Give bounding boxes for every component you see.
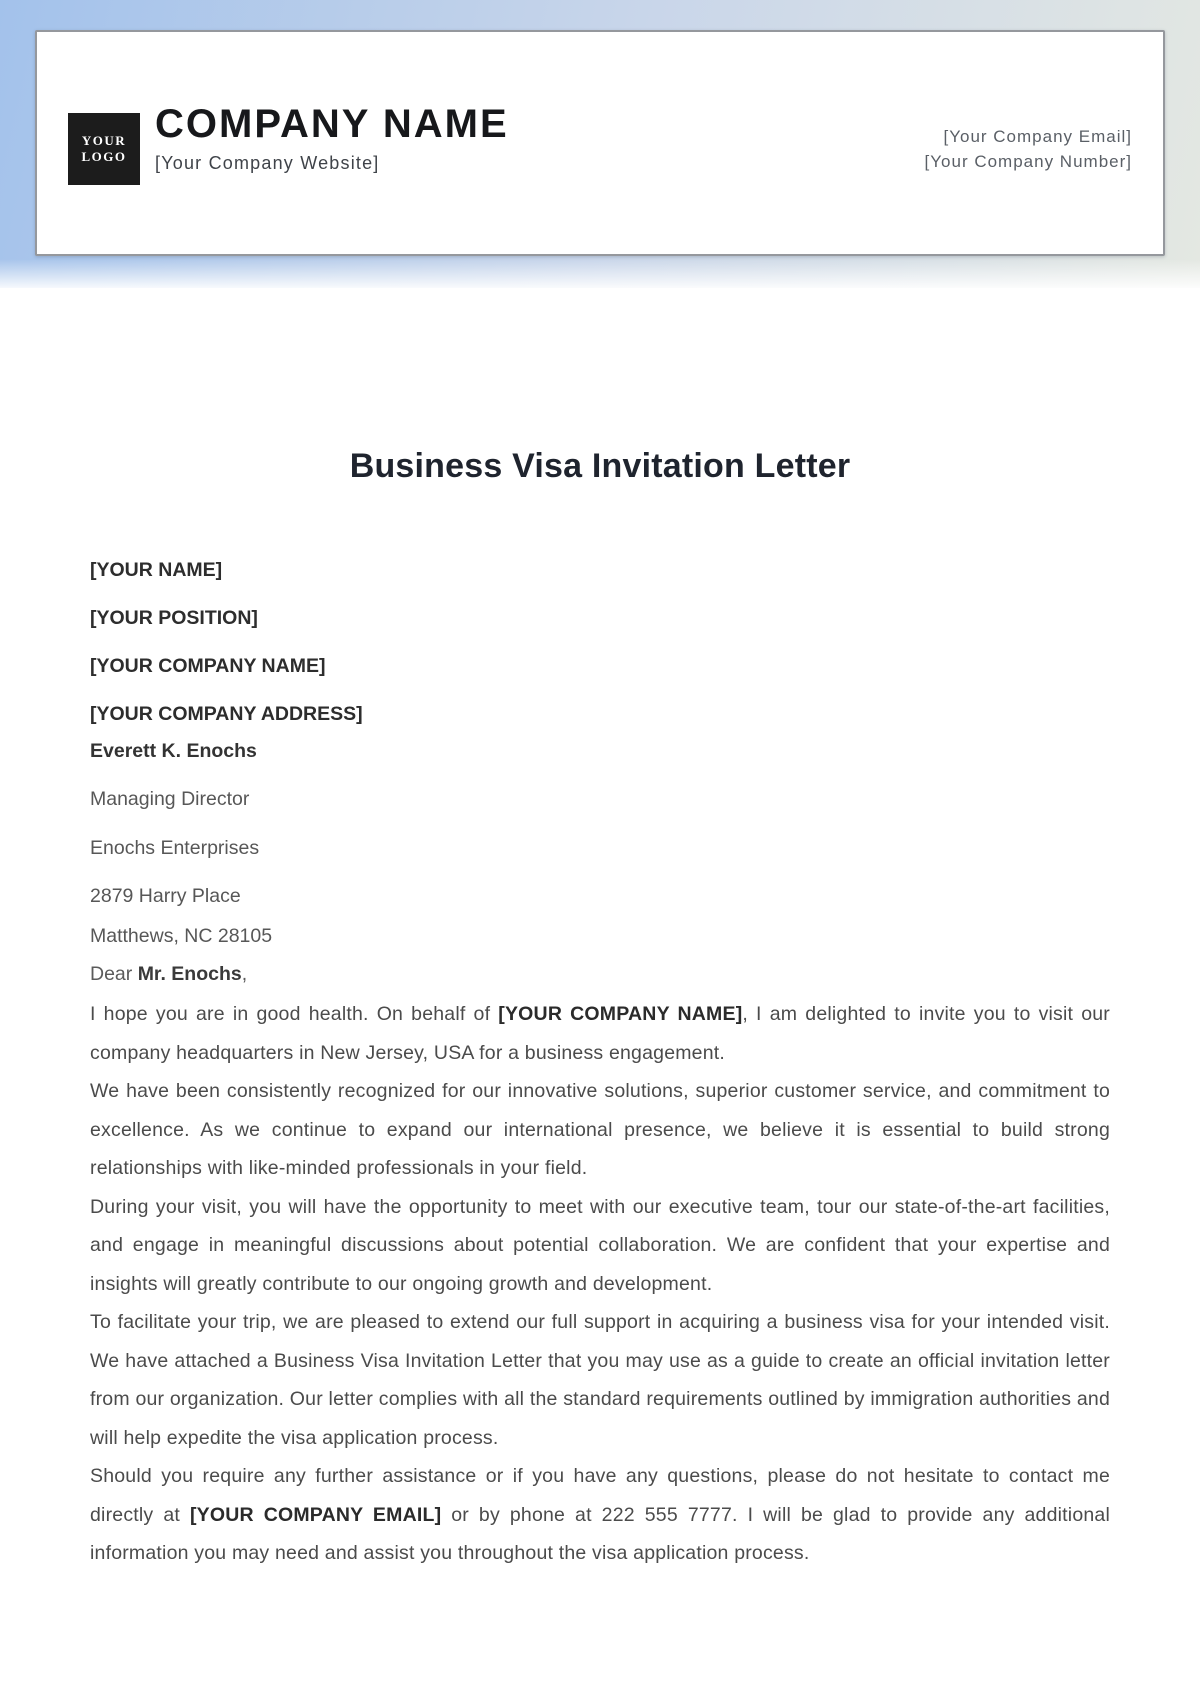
paragraph-2: We have been consistently recognized for our innovative solutions, superior customer service, and commitment to excellence. As we continue to expand our international presence, we believe it is essential to build strong relationships with like-minded professionals in your field.	[90, 1080, 1110, 1179]
paragraph-1: I hope you are in good health. On behalf of [YOUR COMPANY NAME], I am delighted to invite you to visit our company headquarters in New Jersey, USA for a business engagement.	[90, 1003, 1110, 1064]
letter-title: Business Visa Invitation Letter	[349, 447, 851, 485]
company-number: [Your Company Number]	[924, 152, 1132, 171]
recipient-address-line2: Matthews, NC 28105	[90, 925, 273, 947]
recipient-company: Enochs Enterprises	[90, 837, 260, 859]
header-band	[0, 0, 1200, 288]
paragraph-5: Should you require any further assistance or if you have any questions, please do not hesitate to contact me directly at [YOUR COMPANY EMAIL] or by phone at 222 555 7777. I will be glad to provide any additional information you may need and assist you throughout the visa application process.	[90, 1465, 1110, 1564]
salutation: Dear Mr. Enochs,	[90, 963, 248, 985]
brand-block	[155, 102, 509, 174]
placeholder-your-position: [YOUR POSITION]	[90, 607, 258, 629]
recipient-address-line1: 2879 Harry Place	[90, 885, 241, 907]
placeholder-your-name: [YOUR NAME]	[90, 559, 223, 581]
letter-paragraphs	[90, 995, 1110, 1573]
company-name: COMPANY NAME	[155, 102, 509, 146]
logo-text-line2: LOGO	[81, 149, 127, 164]
placeholder-your-company-name: [YOUR COMPANY NAME]	[90, 655, 326, 677]
contact-block	[925, 124, 1132, 174]
recipient-name: Everett K. Enochs	[90, 740, 257, 762]
address-block	[90, 560, 1110, 984]
paragraph-4: To facilitate your trip, we are pleased to extend our full support in acquiring a business visa for your intended visit. We have attached a Business Visa Invitation Letter that you may use as a guide to create an official invitation letter from our organization. Our letter complies with all the standard requirements outlined by immigration authorities and will help expedite the visa application process.	[90, 1311, 1110, 1449]
logo-text-line1: YOUR	[81, 133, 127, 148]
letter-body	[0, 446, 1200, 1573]
paragraph-3: During your visit, you will have the opportunity to meet with our executive team, tour our state-of-the-art facilities, and engage in meaningful discussions about potential collaboration. We are confident that your expertise and insights will greatly contribute to our ongoing growth and development.	[90, 1195, 1110, 1295]
recipient-position: Managing Director	[90, 788, 250, 810]
company-website: [Your Company Website]	[155, 153, 380, 173]
company-logo	[68, 113, 140, 185]
placeholder-your-company-address: [YOUR COMPANY ADDRESS]	[90, 703, 363, 725]
company-email: [Your Company Email]	[943, 127, 1132, 146]
header-card	[35, 30, 1165, 256]
